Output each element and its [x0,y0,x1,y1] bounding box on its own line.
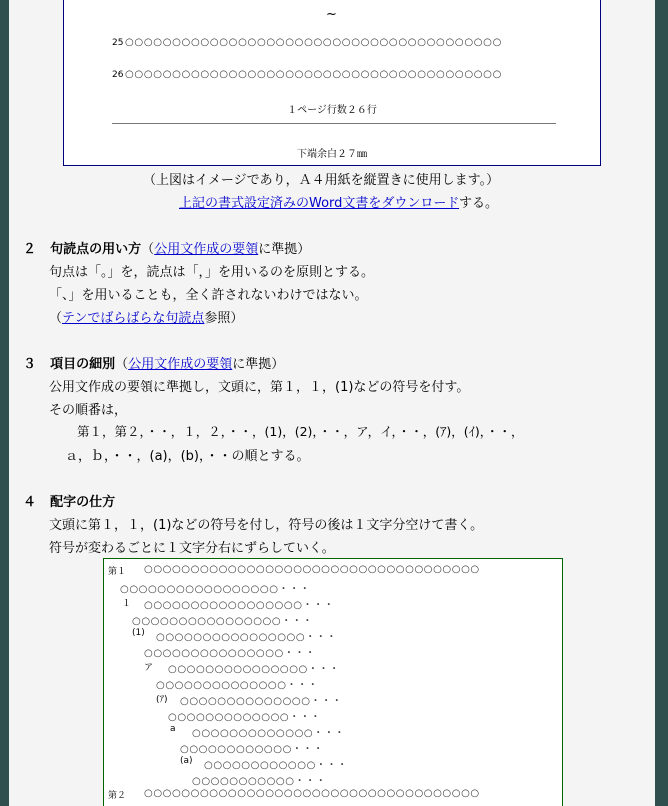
guideline-link[interactable]: 公用文作成の要領 [154,242,259,257]
section-4-text-1: 文頭に第１，１，(1)などの符号を付し，符号の後は１文字分空けて書く。 [49,518,484,533]
row-circles: ○○○○○○○○○○○○○○○○○○○○○○○○○○○○○○○○○○○○○○○○ [125,37,503,48]
section-2-text-3 [49,307,243,326]
section-title: 句読点の用い方 [50,242,142,257]
example-row: ○○○○○○○○○○○○○○○・・・ [144,648,316,659]
example-row: ○○○○○○○○○○○○・・・ [180,744,324,755]
example-row: (ｱ) ○○○○○○○○○○○○○○・・・ [156,695,343,707]
punctuation-link[interactable]: テンでばらばらな句読点 [62,311,205,326]
section-2-text-2: 「、」を用いることも，全く許されないわけではない。 [49,288,368,303]
row-number: 26 [112,69,124,80]
row-circles: ○○○○○○○○○○○○○○○○○○○○○○○○○○○○○○○○○○○○○○○○ [125,69,503,80]
ref-suffix: に準拠） [258,242,311,257]
example-row: 第２ ○○○○○○○○○○○○○○○○○○○○○○○○○○○○○○○○○○○○ [108,788,480,801]
example-row: (a) ○○○○○○○○○○○○・・・ [180,756,348,771]
download-line [179,192,498,211]
section-4-text-2: 符号が変わるごとに１文字分右にずらしていく。 [49,541,335,556]
download-link[interactable]: 上記の書式設定済みのWord文書をダウンロード [179,196,460,211]
section-3-text-1: 公用文作成の要領に準拠し，文頭に，第１，１，(1)などの符号を付す。 [49,380,470,395]
example-row: ○○○○○○○○○○○○○○○○○・・・ [120,584,311,595]
section-3-text-2: その順番は， [49,403,128,418]
section-3-text-4: ａ，ｂ，・・，(a)，(b)，・・の順とする。 [65,449,310,464]
row-number: 25 [112,37,124,48]
section-2-text-1: 句点は「。」を，読点は「，」を用いるのを原則とする。 [49,265,375,280]
section-4-heading [23,491,115,510]
section-title: 項目の細別 [50,357,116,372]
section-number: ２ [23,242,37,257]
example-row: ○○○○○○○○○○○○○○・・・ [156,680,319,691]
example-row: ア ○○○○○○○○○○○○○○○・・・ [144,663,340,675]
lines-per-page-label: １ページ行数２６行 [287,105,377,116]
ref-suffix: に準拠） [232,357,285,372]
page-layout-sample [63,0,601,166]
section-3-text-3: 第１，第２，・・，１，２，・・，(1)，(2)，・・，ア，イ，・・，(ｱ)，(ｲ)，・・， [77,424,524,439]
example-row: ○○○○○○○○○○○○○・・・ [168,712,322,723]
indent-example [103,558,563,806]
sample-row-25 [112,37,502,48]
section-number: ４ [23,495,37,510]
image-caption: （上図はイメージであり，Ａ４用紙を縦置きに使用します。） [143,173,500,188]
divider [112,123,556,124]
section-3-heading [23,353,284,372]
paren-open: （ [141,242,155,257]
ref-suffix: 参照） [204,311,244,326]
paren-open: （ [49,311,63,326]
paren-open: （ [115,357,129,372]
bottom-margin-label: 下端余白２７㎜ [297,149,367,160]
sample-row-26 [112,69,502,80]
document-page [9,0,655,806]
example-row: a ○○○○○○○○○○○○○・・・ [170,724,346,739]
guideline-link[interactable]: 公用文作成の要領 [128,357,233,372]
section-title: 配字の仕方 [50,495,116,510]
download-suffix: する。 [459,196,499,211]
omission-mark: ~ [326,7,337,22]
section-2-heading [23,238,310,257]
example-row: 第１ ○○○○○○○○○○○○○○○○○○○○○○○○○○○○○○○○○○○○ [108,564,480,577]
section-number: ３ [23,357,37,372]
example-row: ○○○○○○○○○○○○○○○○・・・ [132,616,314,627]
example-row: (1) ○○○○○○○○○○○○○○○○・・・ [132,628,338,643]
example-row: １ ○○○○○○○○○○○○○○○○○・・・ [122,599,335,611]
example-row: ○○○○○○○○○○○・・・ [192,776,327,787]
